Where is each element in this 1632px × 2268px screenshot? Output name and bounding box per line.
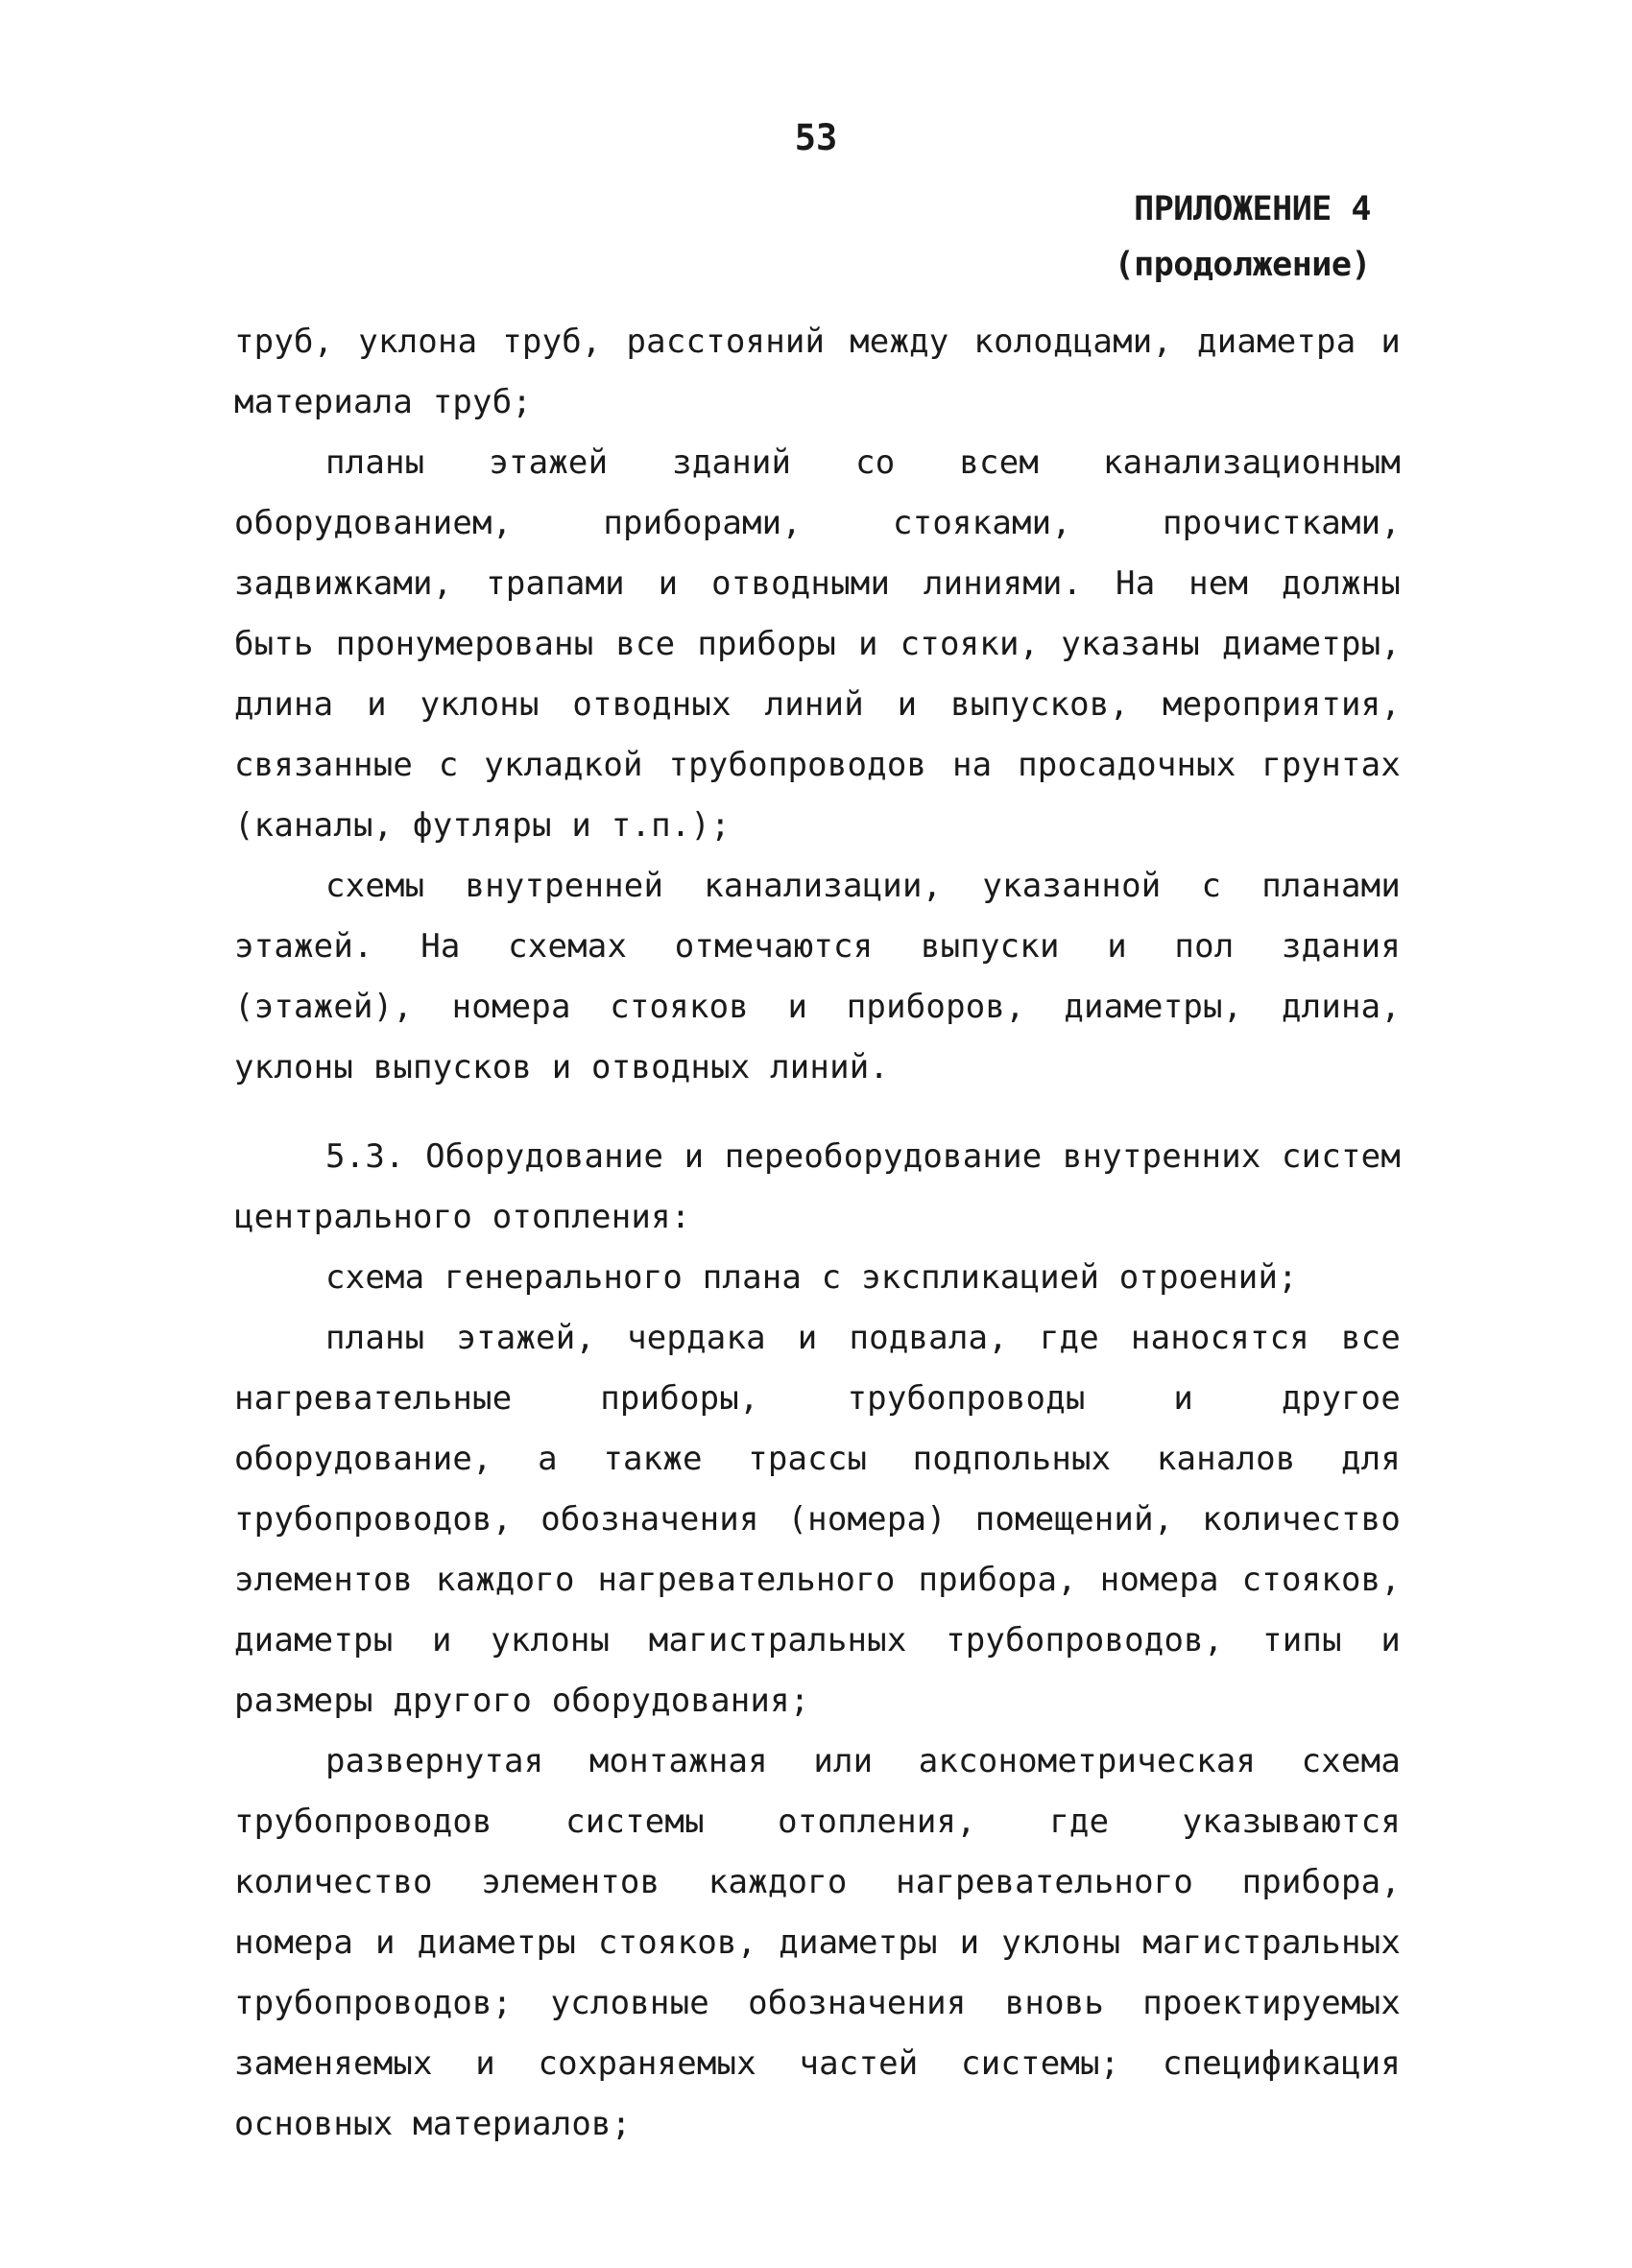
appendix-title: ПРИЛОЖЕНИЕ 4 — [1134, 190, 1371, 228]
paragraph-floor-plans-sewer: планы этажей зданий со всем канализационным оборудованием, приборами, стояками, прочистками, задвижками, трапами и отводными линиями. На нем должны быть пронумерованы все приборы и стояки, указаны диаметры, длина и уклоны отводных линий и выпусков, мероприятия, связанные с укладкой трубопроводов на просадочных грунтах (каналы, футляры и т.п.); — [234, 443, 1401, 845]
body-text — [234, 312, 1401, 2155]
appendix-subtitle: (продолжение) — [1114, 246, 1371, 284]
paragraph-general-plan: схема генерального плана с экспликацией отроений; — [325, 1258, 1298, 1297]
paragraph-sewer-schemes: схемы внутренней канализации, указанной с планами этажей. На схемах отмечаются выпуски и пол здания (этажей), номера стояков и приборов, диаметры, длина, уклоны выпусков и отводных линий. — [234, 867, 1401, 1086]
paragraph-section-5-3: 5.3. Оборудование и переоборудование внутренних систем центрального отопления: — [234, 1137, 1401, 1236]
paragraph-pipe-materials: труб, уклона труб, расстояний между колодцами, диаметра и материала труб; — [234, 322, 1401, 421]
page-number: 53 — [794, 117, 838, 158]
paragraph-axonometric-scheme: развернутая монтажная или аксонометрическая схема трубопроводов системы отопления, где указываются количество элементов каждого нагревательного прибора, номера и диаметры стояков, диаметры и уклоны магистральных трубопроводов; условные обозначения вновь проектируемых заменяемых и сохраняемых частей системы; спецификация основных материалов; — [234, 1742, 1401, 2143]
paragraph-floor-plans-heating: планы этажей, чердака и подвала, где наносятся все нагревательные приборы, трубопроводы и другое оборудование, а также трассы подпольных каналов для трубопроводов, обозначения (номера) помещений, количество элементов каждого нагревательного прибора, номера стояков, диаметры и уклоны магистральных трубопроводов, типы и размеры другого оборудования; — [234, 1319, 1401, 1720]
